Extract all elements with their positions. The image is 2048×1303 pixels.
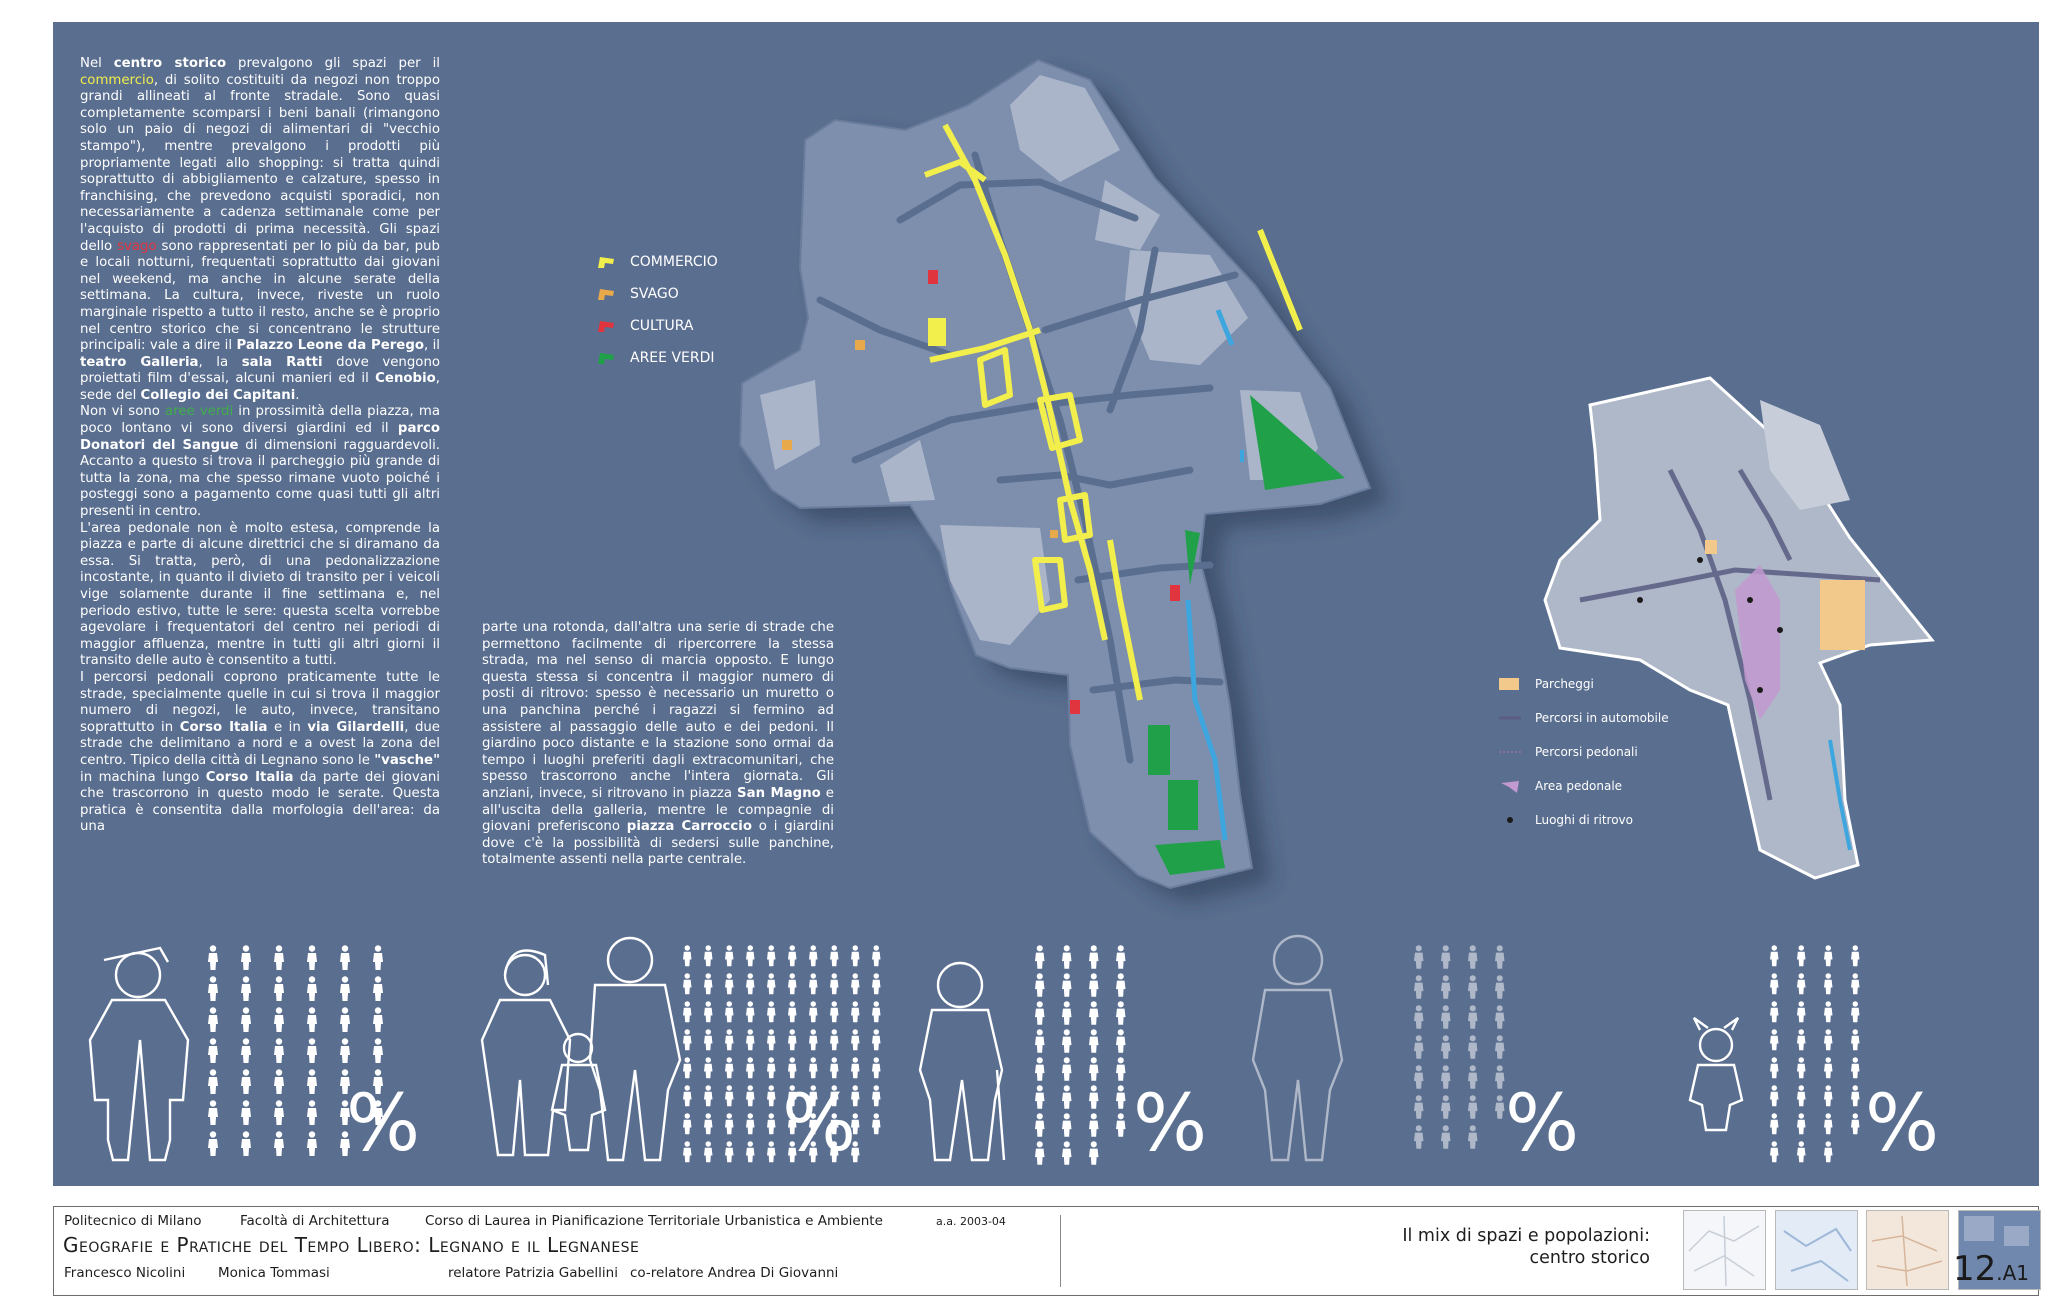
small-figure-icon (704, 1113, 713, 1134)
small-figure-icon (788, 1029, 797, 1050)
small-figure-icon (1062, 1057, 1072, 1080)
legend-label: SVAGO (630, 285, 679, 302)
small-figure-icon (1116, 1113, 1126, 1136)
small-figure-icon (1035, 973, 1045, 996)
small-figure-icon (1089, 1085, 1099, 1108)
small-figure-icon (241, 1100, 251, 1125)
small-figure-icon (704, 973, 713, 994)
small-figure-icon (851, 1057, 860, 1078)
small-figure-icon (872, 1113, 881, 1134)
small-figure-icon (1062, 1029, 1072, 1052)
footer-relatore: relatore Patrizia Gabellini (448, 1265, 618, 1281)
small-figure-icon (1116, 1057, 1126, 1080)
small-figure-icon (1824, 1029, 1833, 1050)
text-segment: parte una rotonda, dall'altra una serie di strade che permettono facilmente di ripercorrere la stessa strada, ma nel senso di marcia opposto. E lungo questa stessa si concentra il maggior numero di posti di ritrovo: spesso è necessario un muretto o una panchina perché i ragazzi si fermino ad assistere al passaggio delle auto e dei pedoni. Il giardino poco distante e la stazione sono ormai da tempo i luoghi preferiti dagli extracomunitari, che spesso trascorrono anche l'intera giornata. Gli anziani, invece, si ritrovano in piazza (482, 620, 834, 801)
small-figure-icon (725, 945, 734, 966)
small-figure-icon (1824, 1057, 1833, 1078)
small-figure-icon (1062, 973, 1072, 996)
small-figure-icon (746, 973, 755, 994)
footer-title: Geografie e Pratiche del Tempo Libero: Legnano e il Legnanese (63, 1233, 640, 1257)
small-figure-icon (1441, 945, 1451, 968)
small-figure-icon (1824, 1085, 1833, 1106)
small-figure-icon (1824, 1113, 1833, 1134)
small-figure-icon (373, 1038, 383, 1063)
small-figure-icon (1770, 1029, 1779, 1050)
small-figure-icon (1468, 945, 1478, 968)
small-figure-icon (274, 1038, 284, 1063)
small-figure-icon (1414, 1065, 1424, 1088)
small-figure-icon (1116, 945, 1126, 968)
small-figure-icon (1797, 1057, 1806, 1078)
text-segment: L'area pedonale non è molto estesa, comprende la piazza e parte di alcune direttrici che si diramano da essa. Si tratta, però, di una pedonalizzazione incostante, in quanto il divieto di transito per i veicoli vige solamente durante il fine settimana e, nel periodo estivo, tutte le sere: questa scelta vorrebbe agevolare i frequentatori del centro nei periodi di maggior affluenza, mentre in tutti gli altri giorni il transito delle auto è consentito a tutti. (80, 520, 440, 669)
small-figure-icon (373, 976, 383, 1001)
small-figure-icon (788, 1057, 797, 1078)
small-figure-icon (683, 1085, 692, 1106)
text-segment: teatro Galleria (80, 354, 199, 370)
small-figure-icon (1468, 975, 1478, 998)
small-figure-icon (746, 1057, 755, 1078)
small-figure-icon (746, 1001, 755, 1022)
small-figure-icon (746, 1085, 755, 1106)
text-segment: dove vengono proiettati film d'essai, alcuni manieri ed il (80, 354, 441, 387)
small-figure-icon (1414, 975, 1424, 998)
footer-year: a.a. 2003-04 (936, 1215, 1006, 1228)
small-figure-icon (809, 945, 818, 966)
small-figure-icon (274, 1131, 284, 1156)
small-figure-icon (1035, 945, 1045, 968)
legend-label: Luoghi di ritrovo (1535, 813, 1633, 827)
footer-university: Politecnico di Milano (64, 1213, 202, 1229)
text-segment: "vasche" (374, 752, 440, 768)
text-segment: San Magno (737, 785, 821, 801)
small-figure-icon (809, 1029, 818, 1050)
text-segment: . (295, 387, 300, 403)
text-segment: Palazzo Leone da Perego (236, 338, 424, 354)
small-figure-icon (1495, 1065, 1505, 1088)
text-segment: in prossimità della piazza, ma poco lontano vi sono diversi giardini ed il (80, 404, 440, 437)
small-figure-icon (872, 1057, 881, 1078)
small-figure-icon (1116, 1029, 1126, 1052)
small-figure-icon (1797, 1001, 1806, 1022)
small-figure-icon (1441, 1005, 1451, 1028)
percent-children: % (1865, 1079, 1940, 1169)
small-figure-icon (1089, 973, 1099, 996)
text-segment: I percorsi pedonali coprono praticamente tutte le strade, specialmente quelle in cui si trova il maggior numero di negozi, le auto, invece, transitano soprattutto in (80, 669, 440, 735)
small-figure-icon (1441, 1035, 1451, 1058)
small-figure-icon (1851, 1029, 1860, 1050)
small-figure-icon (307, 976, 317, 1001)
text-segment: piazza Carroccio (626, 819, 752, 835)
small-figure-icon (1851, 1085, 1860, 1106)
text-segment: prevalgono gli spazi per il (226, 56, 440, 71)
text-segment: svago (117, 238, 157, 254)
small-figure-icon (307, 1069, 317, 1094)
text-segment: Collegio dei Capitani (140, 387, 296, 403)
small-figure-icon (1824, 1141, 1833, 1162)
text-segment: , due strade che delimitano a nord e a ovest la zona del centro. Tipico della città di Legnano sono le (80, 719, 440, 768)
text-segment: di dimensioni ragguardevoli. Accanto a questo si trova il parcheggio più grande di tutta la zona, ma che spesso rimane vuoto poiché i posteggi sono a pagamento come quasi tutti gli altri presenti in centro. (80, 437, 440, 520)
small-figure-icon (1824, 973, 1833, 994)
small-figure-icon (1495, 1005, 1505, 1028)
small-figure-icon (1770, 945, 1779, 966)
footer-corelatore: co-relatore Andrea Di Giovanni (630, 1265, 839, 1281)
small-figure-icon (1414, 1005, 1424, 1028)
small-figure-icon (1035, 1141, 1045, 1164)
small-figure-icon (704, 945, 713, 966)
small-figure-icon (1851, 973, 1860, 994)
small-figure-icon (1062, 945, 1072, 968)
legend-label: COMMERCIO (630, 253, 718, 270)
small-figure-icon (340, 945, 350, 970)
page-suffix: .A1 (1996, 1261, 2030, 1285)
small-figure-icon (1089, 1001, 1099, 1024)
small-figure-icon (307, 1100, 317, 1125)
small-figure-icon (1851, 945, 1860, 966)
text-segment: o i giardini dove c'è la possibilità di sedersi sulle panchine, totalmente assenti nella parte centrale. (482, 819, 834, 868)
small-figure-icon (746, 1029, 755, 1050)
small-figure-icon (1116, 1001, 1126, 1024)
footer-author-2: Monica Tommasi (218, 1265, 330, 1281)
small-figure-icon (1414, 945, 1424, 968)
small-figure-icon (767, 1113, 776, 1134)
small-figure-icon (788, 973, 797, 994)
small-figure-icon (830, 945, 839, 966)
small-figure-icon (683, 973, 692, 994)
small-figure-icon (373, 945, 383, 970)
small-figure-icon (872, 973, 881, 994)
thumbnail-1-map (1684, 1211, 1765, 1289)
small-figure-icon (1441, 975, 1451, 998)
legend-label: Parcheggi (1535, 677, 1594, 691)
small-figure-icon (767, 1141, 776, 1162)
text-segment: e all'uscita della galleria, mentre le compagnie di giovani preferiscono (482, 785, 834, 835)
small-figure-icon (1089, 1141, 1099, 1164)
small-figure-icon (704, 1057, 713, 1078)
small-figure-icon (340, 1038, 350, 1063)
small-figure-icon (1770, 1141, 1779, 1162)
small-figure-icon (851, 973, 860, 994)
small-figure-icon (1116, 973, 1126, 996)
text-segment: , di solito costituiti da negozi non troppo grandi allineati al fronte stradale. Sono quasi completamente scomparsi i beni banali (rimangono solo un paio di negozi di alimentari di "vecchio stampo"), mentre prevalgono i prodotti più propriamente legati allo shopping: si tratta quindi soprattutto di abbigliamento e calzature, spesso in franchising, che prevedono acquisti sporadici, non necessariamente a cadenza settimanale come per l'acquisto di prodotti di prima necessità. Gli spazi dello (80, 72, 440, 254)
page-number: 12 (1953, 1249, 1997, 1289)
small-figure-icon (1797, 973, 1806, 994)
text-segment: aree verdi (164, 404, 234, 420)
small-figure-icon (830, 1029, 839, 1050)
small-figure-icon (767, 973, 776, 994)
small-figure-icon (208, 1131, 218, 1156)
small-figure-icon (746, 945, 755, 966)
page-code (1953, 1249, 2030, 1290)
text-segment: da parte dei giovani che trascorrono in questo modo le serate. Questa pratica è consentita dalla morfologia dell'area: da una (80, 769, 440, 835)
small-figure-icon (1062, 1141, 1072, 1164)
small-figure-icon (1797, 945, 1806, 966)
small-figure-icon (809, 1057, 818, 1078)
small-figure-icon (1062, 1085, 1072, 1108)
small-figure-icon (1414, 1095, 1424, 1118)
small-figure-icon (830, 1057, 839, 1078)
small-figure-icon (1441, 1125, 1451, 1148)
footer-faculty: Facoltà di Architettura (240, 1213, 390, 1229)
small-figure-icon (851, 945, 860, 966)
text-segment: centro storico (113, 56, 227, 71)
small-figure-icon (704, 1141, 713, 1162)
footer-course: Corso di Laurea in Pianificazione Territoriale Urbanistica e Ambiente (425, 1213, 883, 1229)
small-figure-icon (1062, 1113, 1072, 1136)
small-figure-icon (1824, 1001, 1833, 1022)
small-figure-icon (830, 973, 839, 994)
small-figure-icon (683, 1113, 692, 1134)
small-figure-icon (683, 1057, 692, 1078)
small-figure-icon (1797, 1113, 1806, 1134)
thumbnail-2 (1775, 1210, 1858, 1290)
small-figure-icon (851, 1029, 860, 1050)
text-segment: in machina lungo (80, 769, 206, 785)
small-figure-icon (274, 976, 284, 1001)
small-figure-icon (1770, 1001, 1779, 1022)
small-figure-icon (307, 945, 317, 970)
small-figure-icon (725, 1141, 734, 1162)
sheet-title-line-2: centro storico (1529, 1248, 1650, 1268)
small-figure-icon (208, 1100, 218, 1125)
thumbnail-3 (1866, 1210, 1949, 1290)
small-figure-icon (704, 1001, 713, 1022)
legend-label: CULTURA (630, 317, 694, 334)
text-segment: Corso Italia (205, 769, 294, 785)
small-figure-icon (767, 1057, 776, 1078)
small-figure-icon (1414, 1125, 1424, 1148)
small-figure-icon (274, 1100, 284, 1125)
small-figure-icon (704, 1029, 713, 1050)
small-figure-icon (725, 1113, 734, 1134)
small-figure-icon (241, 1038, 251, 1063)
small-figure-icon (1035, 1085, 1045, 1108)
small-figure-icon (872, 1001, 881, 1022)
small-figure-icon (704, 1085, 713, 1106)
small-figure-icon (241, 1069, 251, 1094)
small-figure-icon (1035, 1113, 1045, 1136)
sheet-title-line-1: Il mix di spazi e popolazioni: (1402, 1226, 1650, 1246)
small-figure-icon (851, 1001, 860, 1022)
small-figure-icon (1035, 1001, 1045, 1024)
small-figure-icon (1797, 1141, 1806, 1162)
thumbnail-3-map (1867, 1211, 1948, 1289)
small-figure-icon (1441, 1095, 1451, 1118)
thumbnail-2-map (1776, 1211, 1857, 1289)
small-figure-icon (373, 1007, 383, 1032)
small-figure-icon (1468, 1065, 1478, 1088)
small-figure-icon (767, 1085, 776, 1106)
small-figure-icon (1770, 1085, 1779, 1106)
small-figure-icon (725, 973, 734, 994)
small-figure-icon (1468, 1035, 1478, 1058)
text-segment: via Gilardelli (307, 719, 405, 735)
small-figure-icon (1468, 1095, 1478, 1118)
small-figure-icon (1414, 1035, 1424, 1058)
small-figure-icon (683, 945, 692, 966)
small-figure-icon (746, 1141, 755, 1162)
small-figure-icon (274, 945, 284, 970)
small-figure-icon (725, 1057, 734, 1078)
small-figure-icon (1035, 1057, 1045, 1080)
small-figure-icon (208, 976, 218, 1001)
small-figure-icon (1495, 945, 1505, 968)
small-figure-icon (1089, 1057, 1099, 1080)
text-segment: Nel (80, 56, 114, 71)
legend-label: Percorsi pedonali (1535, 745, 1638, 759)
small-figure-icon (1035, 1029, 1045, 1052)
small-figure-icon (1770, 1057, 1779, 1078)
percent-young: % (346, 1079, 421, 1169)
small-figure-icon (1797, 1085, 1806, 1106)
text-segment: sala Ratti (241, 354, 323, 370)
small-figure-icon (1089, 945, 1099, 968)
text-segment: parco Donatori del Sangue (80, 421, 440, 453)
small-figure-icon (241, 976, 251, 1001)
small-figure-icon (1824, 945, 1833, 966)
small-figure-icon (1851, 1057, 1860, 1078)
small-figure-icon (307, 1038, 317, 1063)
percent-families: % (782, 1079, 857, 1169)
small-figure-icon (872, 1029, 881, 1050)
small-figure-icon (241, 945, 251, 970)
small-figure-icon (725, 1029, 734, 1050)
small-figure-icon (809, 973, 818, 994)
small-figure-icon (1116, 1085, 1126, 1108)
small-figure-icon (1495, 1095, 1505, 1118)
text-segment: , il (423, 338, 441, 354)
small-figure-icon (1495, 975, 1505, 998)
footer-author-1: Francesco Nicolini (64, 1265, 186, 1281)
small-figure-icon (788, 945, 797, 966)
legend-label: AREE VERDI (630, 349, 715, 366)
small-figure-icon (208, 1038, 218, 1063)
small-figure-icon (767, 1029, 776, 1050)
small-figure-icon (1062, 1001, 1072, 1024)
small-figure-icon (1851, 1001, 1860, 1022)
small-figure-icon (767, 945, 776, 966)
small-figure-icon (809, 1001, 818, 1022)
thumbnail-1 (1683, 1210, 1766, 1290)
small-figure-icon (725, 1001, 734, 1022)
small-figure-icon (872, 1085, 881, 1106)
footer-divider (1060, 1215, 1061, 1287)
small-figure-icon (683, 1141, 692, 1162)
small-figure-icon (1770, 973, 1779, 994)
small-figure-icon (725, 1085, 734, 1106)
small-figure-icon (1851, 1113, 1860, 1134)
text-segment: commercio (80, 72, 154, 88)
small-figure-icon (1089, 1029, 1099, 1052)
text-segment: Cenobio (375, 371, 436, 387)
legend-label: Percorsi in automobile (1535, 711, 1669, 725)
small-figure-icon (208, 1069, 218, 1094)
small-figure-icon (1495, 1035, 1505, 1058)
small-figure-icon (274, 1069, 284, 1094)
small-figure-icon (208, 1007, 218, 1032)
small-figure-icon (1441, 1065, 1451, 1088)
small-figure-icon (1797, 1029, 1806, 1050)
small-figure-icon (340, 976, 350, 1001)
text-segment: e in (267, 719, 308, 735)
percent-elderly: % (1133, 1079, 1208, 1169)
small-figure-icon (241, 1007, 251, 1032)
small-figure-icon (307, 1007, 317, 1032)
text-segment: Corso Italia (179, 719, 268, 735)
small-figure-icon (788, 1001, 797, 1022)
text-segment: Non vi sono (80, 404, 165, 420)
percent-immigrants: % (1505, 1079, 1580, 1169)
small-figure-icon (746, 1113, 755, 1134)
small-figure-icon (1770, 1113, 1779, 1134)
small-figure-icon (274, 1007, 284, 1032)
text-segment: sono rappresentati per lo più da bar, pub e locali notturni, frequentati soprattutto dai giovani nel weekend, ma anche in alcune serate della settimana. La cultura, invece, riveste un ruolo marginale rispetto a tutto il resto, anche se è proprio nel centro storico che si concentrano le strutture principali: vale a dire il (80, 238, 440, 354)
small-figure-icon (683, 1001, 692, 1022)
small-figure-icon (340, 1007, 350, 1032)
small-figure-icon (830, 1001, 839, 1022)
text-segment: , sede del (80, 371, 440, 403)
small-figure-icon (767, 1001, 776, 1022)
small-figure-icon (1089, 1113, 1099, 1136)
legend-label: Area pedonale (1535, 779, 1623, 793)
small-figure-icon (241, 1131, 251, 1156)
small-figure-icon (1468, 1005, 1478, 1028)
small-figure-icon (307, 1131, 317, 1156)
text-segment: , la (198, 354, 242, 370)
small-figure-icon (1468, 1125, 1478, 1148)
small-figure-icon (872, 945, 881, 966)
small-figure-icon (208, 945, 218, 970)
small-figure-icon (683, 1029, 692, 1050)
